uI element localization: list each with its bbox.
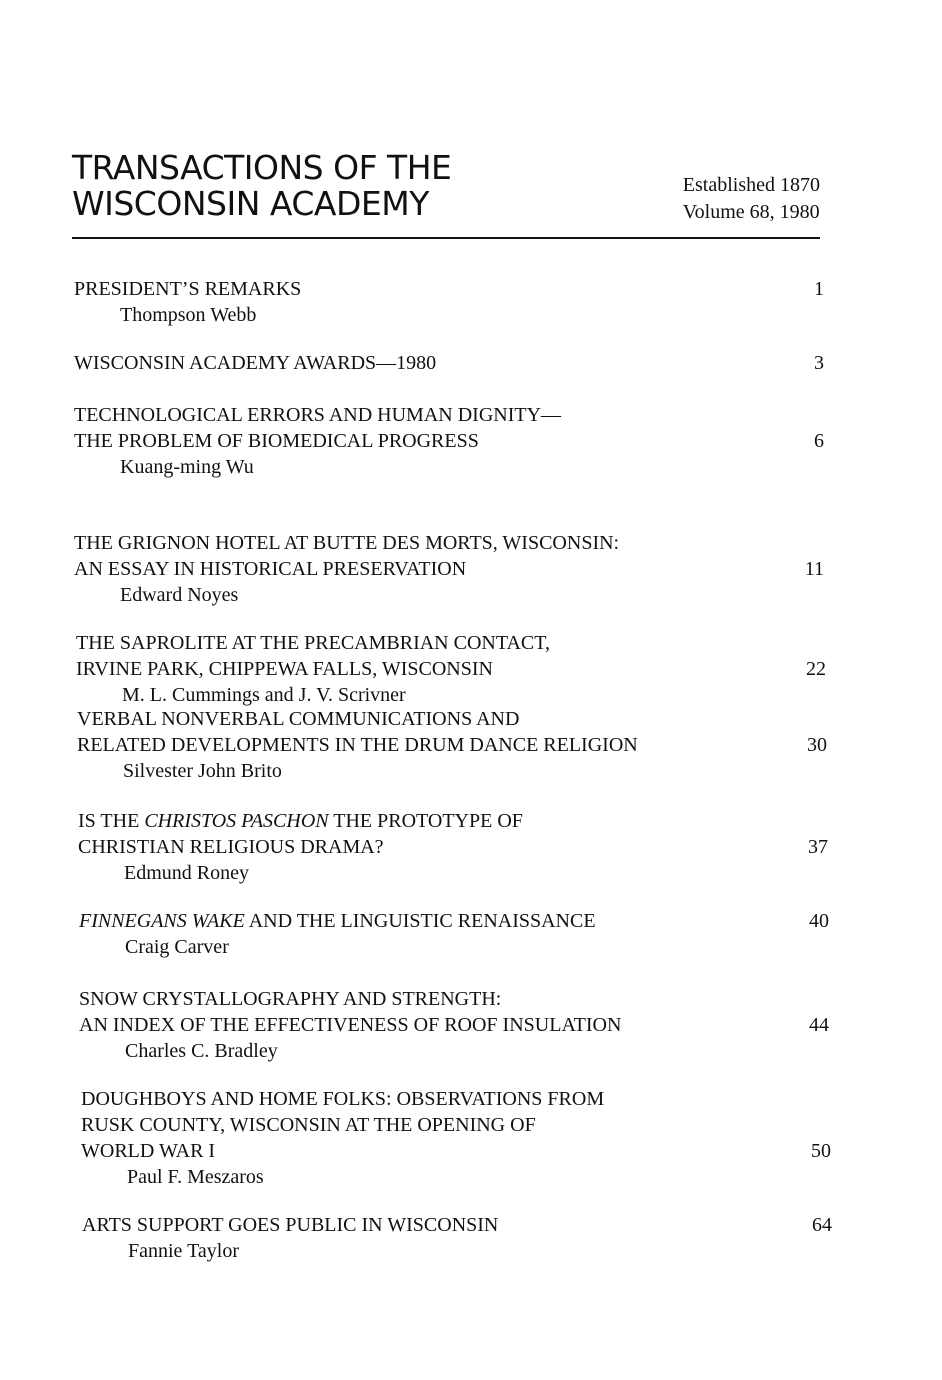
article-title-line	[74, 428, 834, 454]
page-number: 64	[812, 1214, 832, 1236]
article-author: Silvester John Brito	[123, 760, 282, 782]
article-author: M. L. Cummings and J. V. Scrivner	[122, 684, 406, 706]
toc-entry	[82, 1212, 842, 1264]
article-title-line	[81, 1112, 841, 1138]
header-rule	[72, 237, 820, 239]
page-number: 37	[808, 836, 828, 858]
article-title-text: WISCONSIN ACADEMY AWARDS—1980	[74, 352, 437, 374]
page-number: 11	[804, 558, 824, 580]
article-title-line	[74, 350, 834, 376]
article-title-text: CHRISTOS PASCHON	[144, 810, 329, 832]
article-title-text: FINNEGANS WAKE	[79, 910, 245, 932]
toc-entry	[77, 706, 837, 784]
toc-entry	[81, 1086, 841, 1190]
article-title-line	[74, 530, 834, 556]
page-number: 22	[806, 658, 826, 680]
article-title-text: ARTS SUPPORT GOES PUBLIC IN WISCONSIN	[82, 1214, 499, 1236]
publication-info	[683, 172, 820, 226]
article-author: Fannie Taylor	[128, 1240, 239, 1262]
article-title-line	[74, 402, 834, 428]
article-title-text: THE GRIGNON HOTEL AT BUTTE DES MORTS, WISCONSIN:	[74, 532, 620, 554]
page-number: 6	[814, 430, 824, 452]
volume-info: Volume 68, 1980	[682, 201, 820, 223]
article-title-text: AN INDEX OF THE EFFECTIVENESS OF ROOF INSULATION	[79, 1014, 622, 1036]
article-title-text: THE PROBLEM OF BIOMEDICAL PROGRESS	[74, 430, 479, 452]
article-title-line	[82, 1212, 842, 1238]
journal-title-line: WISCONSIN ACADEMY	[72, 184, 429, 223]
page-number: 3	[814, 352, 824, 374]
article-title-line	[76, 656, 836, 682]
established-year: Established 1870	[682, 174, 820, 196]
article-title-text: TECHNOLOGICAL ERRORS AND HUMAN DIGNITY—	[74, 404, 562, 426]
article-title-text: THE SAPROLITE AT THE PRECAMBRIAN CONTACT,	[76, 632, 550, 654]
journal-title-line: TRANSACTIONS OF THE	[72, 148, 452, 187]
article-author: Edmund Roney	[124, 862, 249, 884]
article-title-line	[81, 1086, 841, 1112]
article-author: Paul F. Meszaros	[127, 1166, 264, 1188]
toc-entry	[79, 986, 839, 1064]
article-title-text: DOUGHBOYS AND HOME FOLKS: OBSERVATIONS FROM	[81, 1088, 605, 1110]
toc-entry	[74, 276, 834, 328]
article-author: Thompson Webb	[120, 304, 257, 326]
article-title-line	[79, 908, 839, 934]
article-title-line	[77, 706, 837, 732]
toc-entry	[79, 908, 839, 960]
article-author: Kuang-ming Wu	[120, 456, 254, 478]
article-title-text: RUSK COUNTY, WISCONSIN AT THE OPENING OF	[81, 1114, 536, 1136]
article-title-line	[78, 808, 838, 834]
article-title-line	[78, 834, 838, 860]
toc-entry	[74, 402, 834, 480]
article-title-text: SNOW CRYSTALLOGRAPHY AND STRENGTH:	[79, 988, 502, 1010]
article-title-line	[74, 276, 834, 302]
journal-title	[72, 150, 451, 222]
article-title-line	[77, 732, 837, 758]
toc-entry	[74, 350, 834, 376]
article-title-text: IRVINE PARK, CHIPPEWA FALLS, WISCONSIN	[76, 658, 493, 680]
article-author: Charles C. Bradley	[125, 1040, 278, 1062]
toc-entry	[78, 808, 838, 886]
page-number: 1	[814, 278, 824, 300]
article-title-text: VERBAL NONVERBAL COMMUNICATIONS AND	[77, 708, 520, 730]
article-title-line	[81, 1138, 841, 1164]
page-number: 50	[811, 1140, 831, 1162]
article-title-text: RELATED DEVELOPMENTS IN THE DRUM DANCE RELIGION	[77, 734, 638, 756]
article-title-text: THE PROTOTYPE OF	[328, 810, 523, 832]
page-number: 44	[809, 1014, 829, 1036]
article-title-text: WORLD WAR I	[81, 1140, 216, 1162]
article-title-text: CHRISTIAN RELIGIOUS DRAMA?	[78, 836, 384, 858]
article-author: Craig Carver	[125, 936, 229, 958]
article-author: Edward Noyes	[120, 584, 239, 606]
article-title-line	[79, 1012, 839, 1038]
toc-entry	[76, 630, 836, 708]
page-number: 30	[807, 734, 827, 756]
article-title-line	[74, 556, 834, 582]
toc-entry	[74, 530, 834, 608]
article-title-text: AN ESSAY IN HISTORICAL PRESERVATION	[74, 558, 467, 580]
article-title-line	[79, 986, 839, 1012]
page-number: 40	[809, 910, 829, 932]
article-title-text: PRESIDENT’S REMARKS	[74, 278, 302, 300]
article-title-text: IS THE	[78, 810, 145, 832]
article-title-line	[76, 630, 836, 656]
article-title-text: AND THE LINGUISTIC RENAISSANCE	[244, 910, 596, 932]
